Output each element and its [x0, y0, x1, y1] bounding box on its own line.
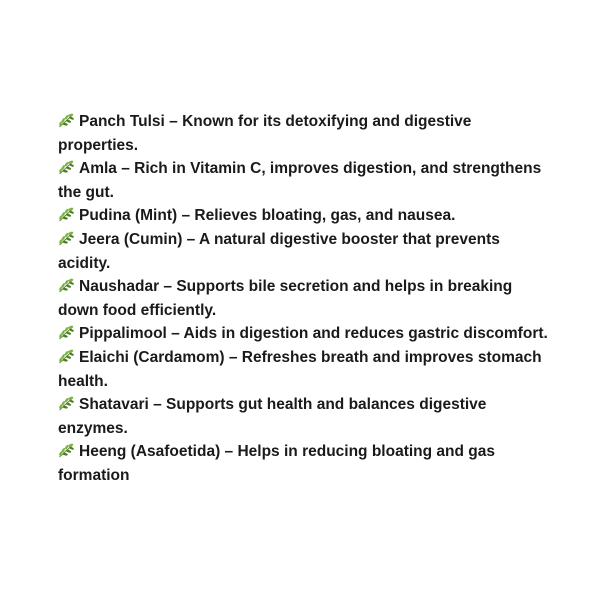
herb-text: Amla – Rich in Vitamin C, improves digestion, and strengthens the gut.: [58, 160, 542, 201]
herb-icon: [58, 443, 75, 458]
herb-list: [58, 110, 548, 488]
list-item: [58, 228, 548, 275]
herb-icon: [58, 325, 75, 340]
herb-text: Shatavari – Supports gut health and balances digestive enzymes.: [58, 396, 487, 437]
herb-icon: [58, 113, 75, 128]
list-item: [58, 157, 548, 204]
list-item: [58, 440, 548, 487]
herb-icon: [58, 349, 75, 364]
herb-text: Jeera (Cumin) – A natural digestive booster that prevents acidity.: [58, 230, 500, 272]
herb-text: Elaichi (Cardamom) – Refreshes breath and improves stomach health.: [58, 348, 542, 390]
herb-text: Panch Tulsi – Known for its detoxifying and digestive properties.: [58, 113, 472, 154]
herb-icon: [58, 231, 75, 246]
list-item: [58, 393, 548, 440]
list-item: [58, 110, 548, 157]
herb-text: Pippalimool – Aids in digestion and reduces gastric discomfort.: [79, 325, 548, 343]
list-item: [58, 322, 548, 346]
herb-text: Pudina (Mint) – Relieves bloating, gas, and nausea.: [79, 207, 456, 225]
herb-text: Heeng (Asafoetida) – Helps in reducing bloating and gas formation: [58, 443, 495, 484]
herb-icon: [58, 160, 75, 175]
list-item: [58, 346, 548, 393]
list-item: [58, 275, 548, 322]
herb-icon: [58, 278, 75, 293]
herb-text: Naushadar – Supports bile secretion and helps in breaking down food efficiently.: [58, 278, 513, 319]
herb-icon: [58, 396, 75, 411]
herb-icon: [58, 207, 75, 222]
list-item: [58, 204, 548, 228]
